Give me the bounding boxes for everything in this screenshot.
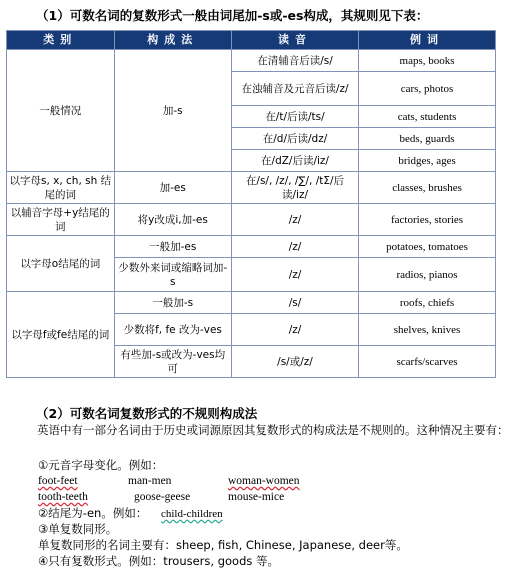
item-3-detail: 单复数同形的名词主要有：sheep, fish, Chinese, Japanese, deer等。 (38, 538, 408, 552)
method-cell: 少数外来词或缩略词加-s (114, 258, 231, 292)
example-cell: potatoes, tomatoes (359, 236, 496, 258)
category-cell: 以字母s, x, ch, sh 结尾的词 (7, 172, 115, 204)
sound-cell: /z/ (231, 204, 358, 236)
example-cell: maps, books (359, 50, 496, 72)
header-category: 类别 (7, 31, 115, 50)
method-cell: 一般加-es (114, 236, 231, 258)
item-2-label: ②结尾为-en。例如： (38, 506, 148, 520)
table-row (7, 236, 496, 258)
table-row (7, 172, 496, 204)
pair-tooth-teeth (38, 490, 88, 505)
category-cell: 以字母o结尾的词 (7, 236, 115, 292)
example-cell: beds, guards (359, 128, 496, 150)
sound-cell: 在/dZ/后读/iz/ (231, 150, 358, 172)
pair-text: foot-feet (38, 475, 78, 487)
pair-foot-feet (38, 474, 78, 489)
sound-cell: 在/d/后读/dz/ (231, 128, 358, 150)
method-cell: 有些加-s或改为-ves均可 (114, 346, 231, 378)
section-heading-1: （1）可数名词的复数形式一般由词尾加-s或-es构成，其规则见下表： (36, 8, 429, 23)
example-cell: cats, students (359, 106, 496, 128)
item-2 (38, 506, 223, 522)
sound-cell: /z/ (231, 236, 358, 258)
intro-paragraph: 英语中有一部分名词由于历史或词源原因其复数形式的构成法是不规则的。这种情况主要有： (37, 423, 509, 437)
item-1-label: ①元音字母变化。例如： (38, 458, 164, 472)
plural-rules-table (6, 30, 496, 378)
sound-cell: 在清辅音后读/s/ (231, 50, 358, 72)
pair-woman-women (228, 474, 300, 489)
example-cell: bridges, ages (359, 150, 496, 172)
example-cell: radios, pianos (359, 258, 496, 292)
example-cell: cars, photos (359, 72, 496, 106)
example-cell: classes, brushes (359, 172, 496, 204)
sound-cell: /z/ (231, 258, 358, 292)
table-header-row (7, 31, 496, 50)
pair-mouse-mice: mouse-mice (228, 491, 285, 503)
category-cell: 一般情况 (7, 50, 115, 172)
sound-cell: 在/s/, /z/, /∑/, /tΣ/后读/iz/ (231, 172, 358, 204)
sound-cell: 在/t/后读/ts/ (231, 106, 358, 128)
pair-text: tooth-teeth (38, 491, 88, 503)
method-cell: 少数将f, fe 改为-ves (114, 314, 231, 346)
example-cell: roofs, chiefs (359, 292, 496, 314)
header-method: 构成法 (114, 31, 231, 50)
pair-man-men: man-men (128, 475, 172, 487)
item-2-example: child-children (160, 508, 223, 520)
example-cell: scarfs/scarves (359, 346, 496, 378)
sound-cell: /s/ (231, 292, 358, 314)
header-pronunciation: 读音 (231, 31, 358, 50)
pair-goose-geese: goose-geese (134, 491, 191, 503)
section-heading-2: （2）可数名词复数形式的不规则构成法 (36, 406, 258, 421)
pair-text: woman-women (228, 475, 300, 487)
category-cell: 以字母f或fe结尾的词 (7, 292, 115, 378)
example-cell: shelves, knives (359, 314, 496, 346)
method-cell: 加-s (114, 50, 231, 172)
table-row (7, 50, 496, 72)
sound-cell: /s/或/z/ (231, 346, 358, 378)
sound-cell: /z/ (231, 314, 358, 346)
item-3-label: ③单复数同形。 (38, 522, 118, 536)
item-4: ④只有复数形式。例如：trousers, goods 等。 (38, 554, 280, 568)
method-cell: 加-es (114, 172, 231, 204)
category-cell: 以辅音字母+y结尾的词 (7, 204, 115, 236)
example-cell: factories, stories (359, 204, 496, 236)
sound-cell: 在浊辅音及元音后读/z/ (231, 72, 358, 106)
table-row (7, 292, 496, 314)
method-cell: 一般加-s (114, 292, 231, 314)
method-cell: 将y改成i,加-es (114, 204, 231, 236)
table-row (7, 204, 496, 236)
header-examples: 例词 (359, 31, 496, 50)
